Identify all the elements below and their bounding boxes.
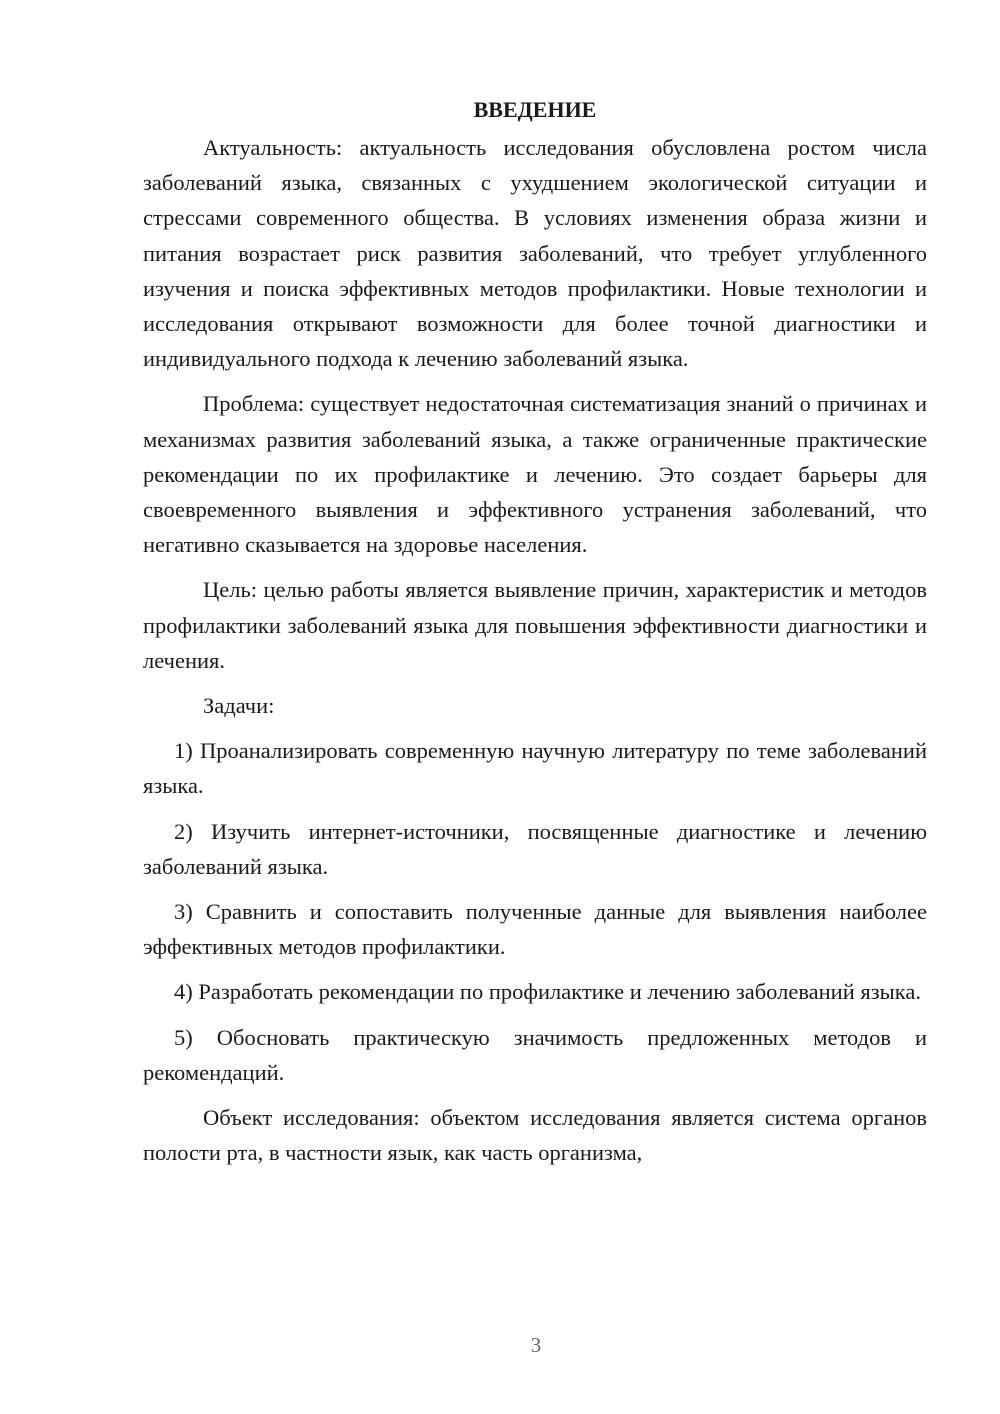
- paragraph-goal: Цель: целью работы является выявление причин, характеристик и методов профилактики заболеваний языка для повышения эффективности диагностики и лечения.: [143, 577, 927, 673]
- task-list: [143, 733, 927, 1090]
- task-item-1: 1) Проанализировать современную научную литературу по теме заболеваний языка.: [143, 738, 927, 799]
- paragraph-relevance: Актуальность: актуальность исследования обусловлена ростом числа заболеваний языка, связанных с ухудшением экологической ситуации и стрессами современного общества. В условиях изменения образа жизни и питания возрастает риск развития заболеваний, что требует углубленного изучения и поиска эффективных методов профилактики. Новые технологии и исследования открывают возможности для более точной диагностики и индивидуального подхода к лечению заболеваний языка.: [143, 135, 927, 372]
- task-item-2: 2) Изучить интернет-источники, посвященные диагностике и лечению заболеваний языка.: [143, 818, 927, 879]
- paragraph-object: Объект исследования: объектом исследования является система органов полости рта, в частности язык, как часть организма,: [143, 1105, 927, 1166]
- tasks-label: Задачи:: [203, 693, 275, 719]
- task-item-4: 4) Разработать рекомендации по профилактике и лечению заболеваний языка.: [174, 979, 921, 1005]
- task-item-5: 5) Обосновать практическую значимость предложенных методов и рекомендаций.: [143, 1024, 927, 1085]
- paragraph-problem: Проблема: существует недостаточная систематизация знаний о причинах и механизмах развития заболеваний языка, а также ограниченные практические рекомендации по их профилактике и лечению. Это создает барьеры для своевременного выявления и эффективного устранения заболеваний, что негативно сказывается на здоровье населения.: [143, 391, 927, 558]
- task-item-3: 3) Сравнить и сопоставить полученные данные для выявления наиболее эффективных методов профилактики.: [143, 899, 927, 960]
- document-page: [143, 90, 927, 1180]
- page-number: 3: [530, 1333, 542, 1357]
- document-title: ВВЕДЕНИЕ: [473, 97, 597, 122]
